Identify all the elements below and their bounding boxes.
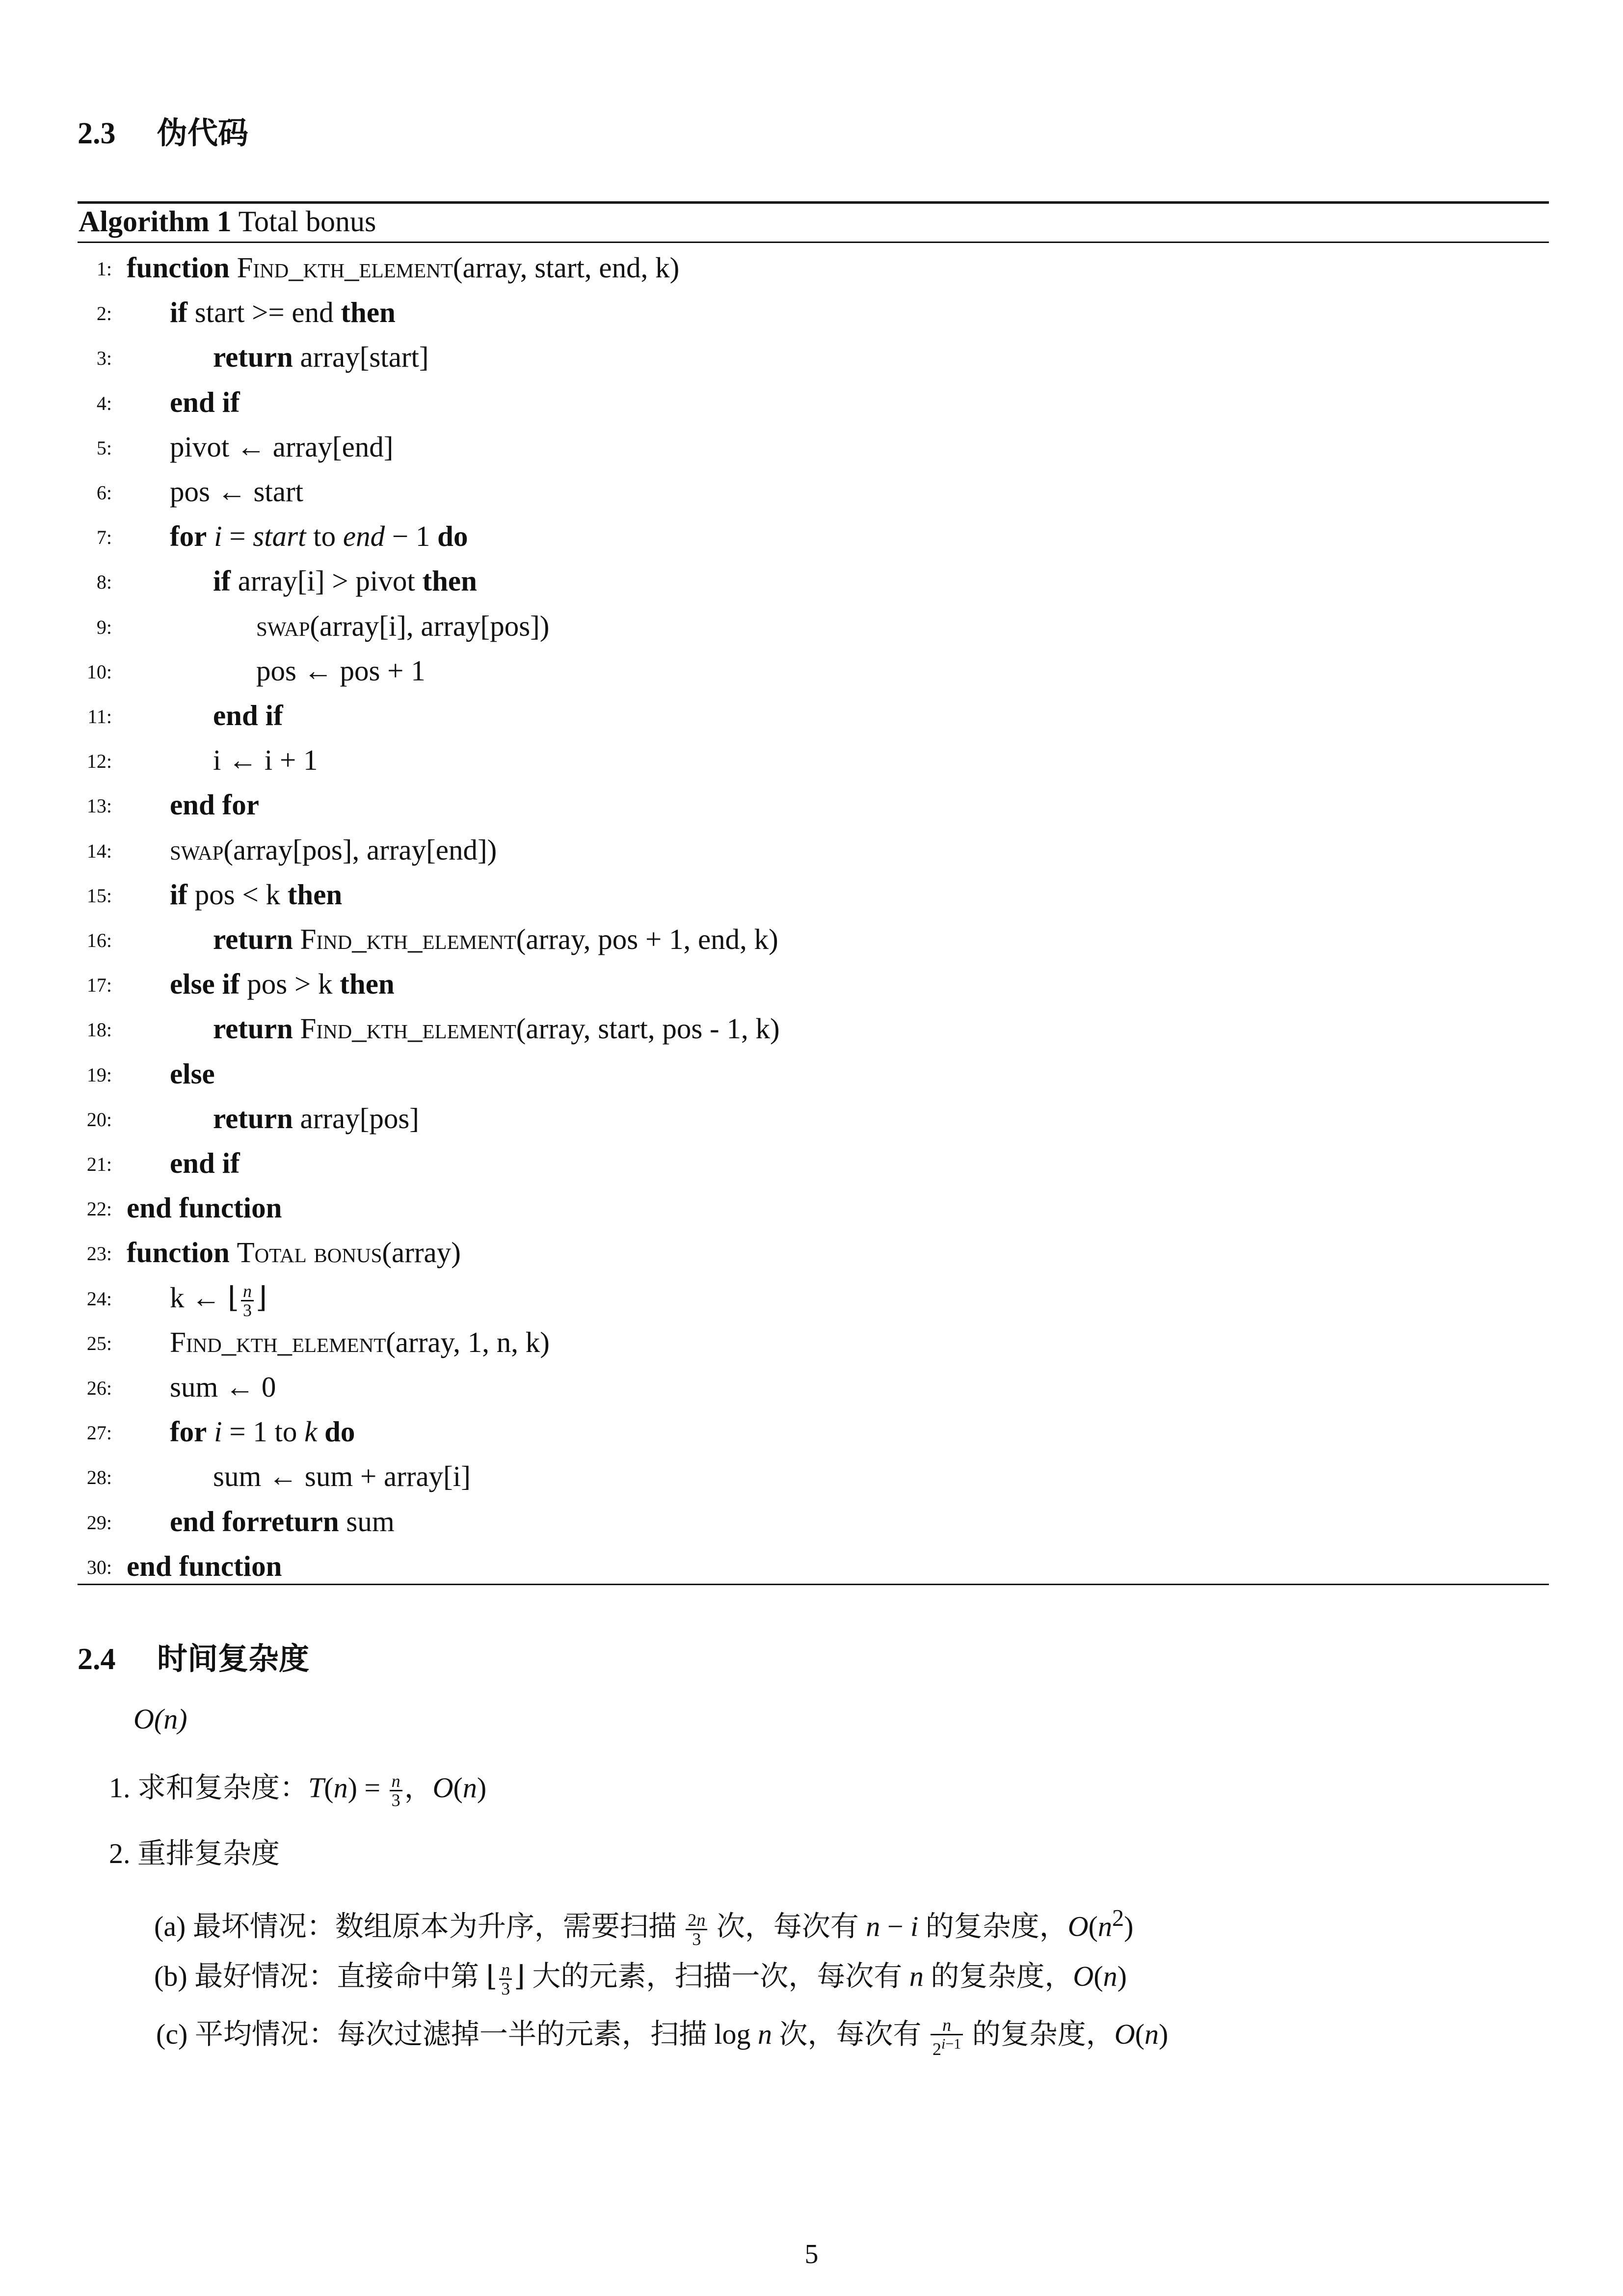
algorithm-line [0, 604, 1623, 648]
code-text: pivot ← array[end] [170, 430, 394, 463]
line-number: 7: [96, 526, 112, 549]
algorithm-line [0, 245, 1623, 290]
code-text: pos ← pos + 1 [256, 654, 426, 687]
line-number: 29: [86, 1511, 112, 1534]
code-text: end if [170, 1147, 240, 1179]
code-text: for i = start to end − 1 do [170, 520, 468, 553]
section-heading-2-3 [78, 114, 248, 153]
algorithm-line [0, 559, 1623, 603]
algorithm-line [0, 1275, 1623, 1320]
list-item-2: 2. 重排复杂度 [109, 1837, 280, 1869]
line-number: 1: [96, 258, 112, 280]
algorithm-line [0, 290, 1623, 335]
algorithm-line [0, 738, 1623, 783]
line-number: 24: [86, 1287, 112, 1310]
line-number: 22: [86, 1198, 112, 1220]
algorithm-line [0, 1365, 1623, 1409]
algorithm-line [0, 1320, 1623, 1365]
code-text: function Find_kth_element(array, start, end, k) [127, 251, 680, 284]
line-number: 13: [86, 795, 112, 817]
algorithm-line [0, 648, 1623, 693]
code-text: end if [213, 699, 283, 731]
code-text: sum ← 0 [170, 1371, 276, 1403]
code-text: if start >= end then [170, 296, 396, 329]
algorithm-line [0, 1454, 1623, 1499]
algorithm-line [0, 514, 1623, 559]
code-text: return Find_kth_element(array, start, pos - 1, k) [213, 1012, 780, 1045]
algorithm-line [0, 1141, 1623, 1186]
code-text: return Find_kth_element(array, pos + 1, end, k) [213, 923, 778, 955]
algorithm-line [0, 962, 1623, 1006]
line-number: 26: [86, 1377, 112, 1399]
line-number: 30: [86, 1556, 112, 1578]
algorithm-line [0, 1544, 1623, 1589]
page-number: 5 [804, 2239, 819, 2269]
code-text: pos ← start [170, 475, 304, 508]
line-number: 11: [87, 705, 112, 728]
algorithm-line [0, 1230, 1623, 1275]
code-text: return array[start] [213, 341, 429, 374]
line-number: 6: [96, 482, 112, 504]
line-number: 20: [86, 1108, 112, 1131]
code-text: swap(array[pos], array[end]) [170, 833, 497, 866]
line-number: 2: [96, 302, 112, 325]
code-text: swap(array[i], array[pos]) [256, 609, 550, 642]
algorithm-line [0, 1006, 1623, 1051]
code-text: end function [127, 1191, 282, 1224]
algorithm-line [0, 693, 1623, 738]
algorithm-bottom-rule [78, 1584, 1549, 1585]
code-text: k ← ⌊ $\frac{n}{3}$ ⌋ [170, 1281, 267, 1320]
code-text: else if pos > k then [170, 968, 395, 1000]
algorithm-line [0, 1186, 1623, 1230]
code-text: Find_kth_element(array, 1, n, k) [170, 1325, 550, 1358]
code-text: i ← i + 1 [213, 744, 318, 777]
line-number: 8: [96, 571, 112, 594]
section-number: 2.3 [78, 117, 116, 150]
algorithm-caption [79, 203, 376, 240]
code-text: if array[i] > pivot then [213, 565, 477, 597]
code-text: function Total bonus(array) [127, 1236, 461, 1269]
line-number: 15: [86, 884, 112, 907]
algorithm-label: Algorithm 1 [79, 205, 232, 238]
section-title: 时间复杂度 [157, 1643, 310, 1676]
algorithm-line [0, 872, 1623, 917]
line-number: 16: [86, 929, 112, 951]
line-number: 5: [96, 436, 112, 459]
algorithm-line [0, 335, 1623, 379]
section-heading-2-4 [78, 1640, 309, 1679]
code-text: end if [170, 385, 240, 418]
line-number: 14: [86, 839, 112, 862]
code-text: else [170, 1057, 215, 1090]
algorithm-title: Total bonus [238, 205, 376, 238]
list-item-1: 1. 求和复杂度：T(n) = $\frac{n}{3}$ ，O(n) [109, 1771, 487, 1810]
code-text: if pos < k then [170, 878, 343, 911]
code-text: end function [127, 1549, 282, 1582]
code-text: end for [170, 788, 259, 821]
line-number: 9: [96, 616, 112, 638]
algorithm-line [0, 1096, 1623, 1141]
algorithm-caption-rule [78, 242, 1549, 243]
line-number: 19: [86, 1063, 112, 1086]
line-number: 23: [86, 1243, 112, 1265]
algorithm-line [0, 1499, 1623, 1544]
line-number: 12: [86, 750, 112, 773]
algorithm-line [0, 783, 1623, 827]
section-number: 2.4 [78, 1643, 116, 1676]
line-number: 25: [86, 1332, 112, 1354]
code-text: sum ← sum + array[i] [213, 1460, 471, 1493]
algorithm-line [0, 828, 1623, 872]
list-item-2a: (a) 最坏情况：数组原本为升序，需要扫描 $\frac{2n}{3}$ 次，每次有 n − i 的复杂度，$O(n^2)$ [154, 1905, 1134, 1949]
code-text: return array[pos] [213, 1102, 419, 1134]
algorithm-line [0, 380, 1623, 425]
algorithm-line [0, 425, 1623, 469]
list-item-2c: (c) 平均情况：每次过滤掉一半的元素，扫描 log n 次，每次有 $\frac{n}{2^{i-1}}$ 的复杂度，O(n) [156, 2015, 1169, 2059]
line-number: 4: [96, 392, 112, 414]
line-number: 28: [86, 1466, 112, 1489]
section-title: 伪代码 [157, 117, 249, 150]
line-number: 18: [86, 1019, 112, 1041]
line-number: 3: [96, 347, 112, 370]
algorithm-line [0, 469, 1623, 514]
list-item-2b: (b) 最好情况：直接命中第 ⌊ $\frac{n}{3}$ ⌋ 大的元素，扫描一次，每次有 n 的复杂度，O(n) [154, 1960, 1127, 1999]
line-number: 27: [86, 1422, 112, 1444]
code-text: end forreturn sum [170, 1505, 395, 1538]
code-text: for i = 1 to k do [170, 1415, 355, 1448]
algorithm-line [0, 917, 1623, 962]
overall-complexity: O(n) [133, 1703, 187, 1735]
algorithm-line [0, 1052, 1623, 1096]
algorithm-line [0, 1409, 1623, 1454]
line-number: 17: [86, 974, 112, 997]
line-number: 21: [86, 1153, 112, 1175]
line-number: 10: [86, 660, 112, 683]
